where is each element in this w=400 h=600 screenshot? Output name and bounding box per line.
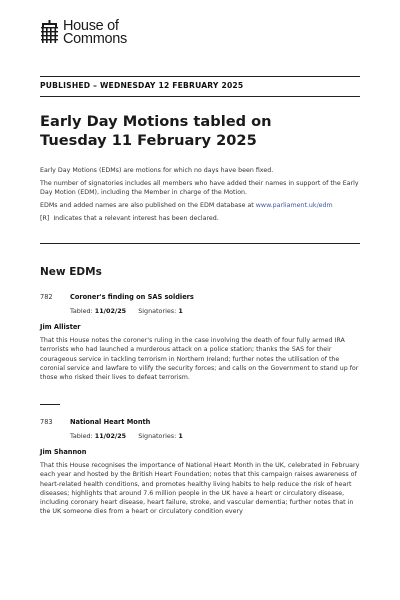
edm-separator	[40, 404, 60, 405]
section-rule	[40, 243, 360, 244]
signatories-label: Signatories:	[138, 432, 177, 440]
intro-paragraph-1: Early Day Motions (EDMs) are motions for which no days have been fixed.	[40, 167, 274, 174]
house-of-commons-logo	[40, 20, 127, 46]
relevant-interest-code: [R]	[40, 214, 50, 222]
signatories-label: Signatories:	[138, 307, 177, 315]
signatories-count: 1	[178, 307, 183, 315]
edm-author: Jim Shannon	[40, 448, 87, 456]
published-date: PUBLISHED – WEDNESDAY 12 FEBRUARY 2025	[40, 81, 244, 90]
top-rule	[40, 76, 360, 77]
signatories-count: 1	[178, 432, 183, 440]
tabled-label: Tabled:	[70, 307, 93, 315]
page-title	[40, 112, 272, 150]
tabled-label: Tabled:	[70, 432, 93, 440]
intro-text	[40, 166, 360, 226]
portcullis-icon	[40, 20, 59, 44]
edm-header	[40, 293, 360, 301]
title-line-2: Tuesday 11 February 2025	[40, 132, 257, 149]
edm-number: 782	[40, 293, 53, 301]
edm-title: National Heart Month	[70, 418, 151, 426]
edm-meta	[70, 307, 360, 315]
edm-title: Coroner's finding on SAS soldiers	[70, 293, 194, 301]
header-rule	[40, 96, 360, 97]
edm-item	[40, 293, 360, 382]
edm-author: Jim Allister	[40, 323, 81, 331]
edm-header	[40, 418, 360, 426]
tabled-date: 11/02/25	[94, 307, 127, 315]
edm-body: That this House recognises the importance of National Heart Month in the UK, celebrated in February each year and hosted by the British Heart Foundation; notes that this campaign raises awareness of heart-related health conditions, and promotes healthy living habits to help reduce the risk of heart diseases; highlights that around 7.6 million people in the UK have a heart or circulatory disease, including coronary heart disease, heart failure, stroke, and vascular dementia; further notes that in the UK someone dies from a heart or circulatory condition every	[40, 462, 360, 516]
intro-paragraph-2: The number of signatories includes all members who have added their names in support of the Early Day Motion (EDM), including the Member in charge of the Motion.	[40, 179, 359, 197]
edm-number: 783	[40, 418, 53, 426]
logo-line-1: House of	[63, 18, 119, 34]
edm-database-link[interactable]: www.parliament.uk/edm	[255, 201, 333, 209]
relevant-interest-text: Indicates that a relevant interest has been declared.	[53, 214, 219, 222]
intro-paragraph-3-text: EDMs and added names are also published on the EDM database at	[40, 201, 256, 209]
edm-item	[40, 418, 360, 517]
intro-paragraph-3	[40, 201, 360, 210]
tabled-date: 11/02/25	[94, 432, 127, 440]
section-title: New EDMs	[40, 266, 102, 278]
edm-body: That this House notes the coroner's ruling in the case involving the death of four fully armed IRA terrorists who had launched a murderous attack on a police station; thanks the SAS for their courageous service in tackling terrorism in Northern Ireland; further notes the utilisation of the coronial service and lawfare to vilify the security forces; and calls on the Government to stand up for those who risked their lives to defeat terrorism.	[40, 337, 359, 382]
edm-meta	[70, 432, 360, 440]
title-line-1: Early Day Motions tabled on	[40, 113, 272, 130]
logo-line-2: Commons	[63, 31, 127, 47]
intro-paragraph-4	[40, 214, 360, 223]
